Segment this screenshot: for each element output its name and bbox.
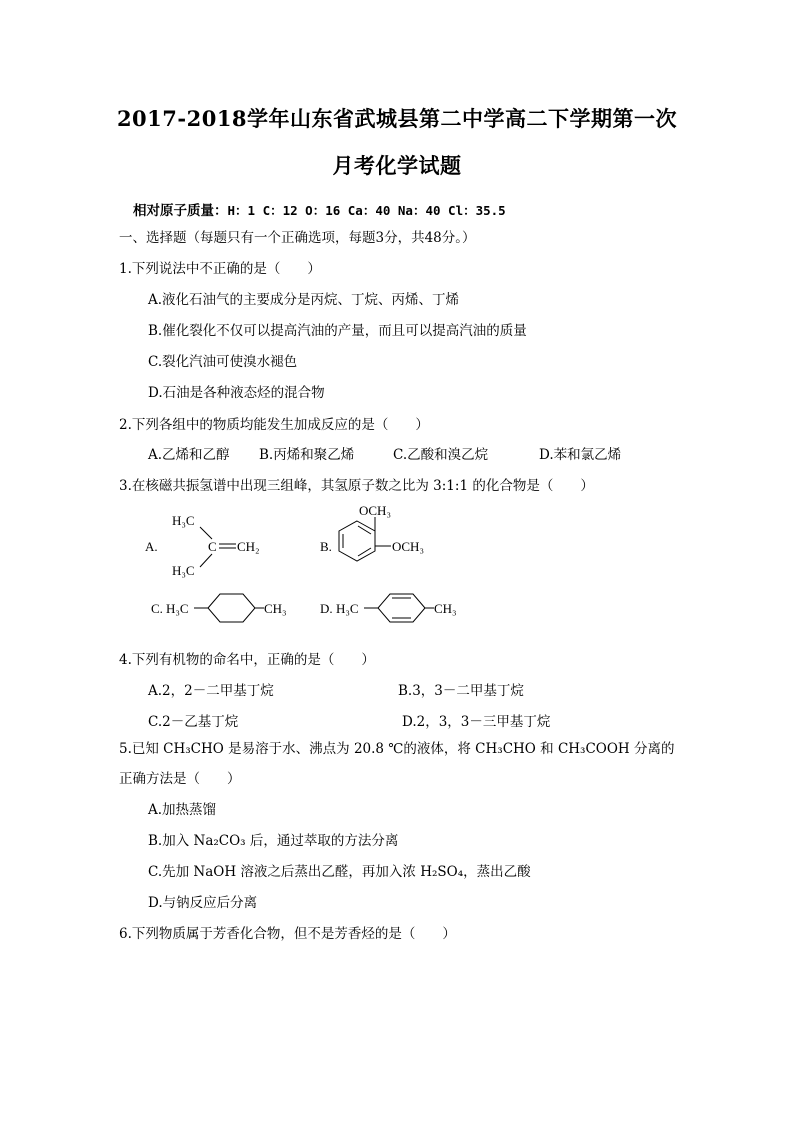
structure-a-h3c-bottom: H₃C [172,563,195,578]
question-2-option-a: A.乙烯和乙醇 [148,447,230,463]
structure-b-och3-top: OCH₃ [359,503,391,518]
question-5-stem-line1: 5.已知 CH₃CHO 是易溶于水、沸点为 20.8 ℃的液体，将 CH₃CHO 和 CH₃COOH 分离的 [119,741,675,757]
question-4-option-b: B.3，3－二甲基丁烷 [398,683,524,699]
structure-b [320,503,424,561]
question-1-option-c: C.裂化汽油可使溴水褪色 [148,354,298,370]
question-4-option-a: A.2，2－二甲基丁烷 [148,683,274,699]
bond-line [200,527,212,539]
structure-c-h3c: H₃C [166,601,189,616]
question-2-stem: 2.下列各组中的物质均能发生加成反应的是（ ） [119,417,429,433]
question-5-option-a: A.加热蒸馏 [148,802,217,818]
atomic-mass-values: H：1 C：12 O：16 Ca：40 Na：40 Cl：35.5 [227,203,506,218]
option-b-label: B. [320,539,332,554]
benzene-ring [339,521,375,561]
atomic-mass-line [133,199,506,219]
structure-a-h3c-top: H₃C [172,513,195,528]
structure-c-ch3: CH₃ [264,601,287,616]
question-5-stem-line2: 正确方法是（ ） [119,771,241,787]
section-heading: 一、选择题（每题只有一个正确选项，每题3分，共48分。） [119,230,476,246]
structure-a-carbon: C [208,539,217,554]
question-1-option-b: B.催化裂化不仅可以提高汽油的产量，而且可以提高汽油的质量 [148,323,527,339]
structure-a [145,513,260,578]
option-d-label: D. [320,601,333,616]
question-4-option-c: C.2－乙基丁烷 [148,714,239,730]
question-1-option-d: D.石油是各种液态烃的混合物 [148,385,325,401]
question-3-structures [0,495,794,630]
structure-b-och3-side: OCH₃ [392,539,424,554]
question-1-stem: 1.下列说法中不正确的是（ ） [119,261,321,277]
question-5-option-d: D.与钠反应后分离 [148,895,258,911]
structure-c [151,594,287,622]
question-1-option-a: A.液化石油气的主要成分是丙烷、丁烷、丙烯、丁烯 [148,292,460,308]
exam-title-line2: 月考化学试题 [332,153,462,178]
cyclohexane-ring [208,594,255,622]
option-a-label: A. [145,539,158,554]
question-2-option-b: B.丙烯和聚乙烯 [259,447,355,463]
question-4-stem: 4.下列有机物的命名中，正确的是（ ） [119,652,375,668]
question-5-option-b: B.加入 Na₂CO₃ 后，通过萃取的方法分离 [148,833,399,849]
question-2-option-c: C.乙酸和溴乙烷 [393,447,489,463]
atomic-mass-label: 相对原子质量： [133,203,228,219]
option-c-label: C. [151,601,163,616]
question-2-option-d: D.苯和氯乙烯 [539,447,622,463]
exam-title-line1: 2017-2018学年山东省武城县第二中学高二下学期第一次 [116,106,678,131]
question-4-option-d: D.2，3，3－三甲基丁烷 [402,714,551,730]
structure-a-ch2: CH₂ [237,539,260,554]
structure-d-h3c: H₃C [336,601,359,616]
bond-line [200,554,212,567]
question-5-option-c: C.先加 NaOH 溶液之后蒸出乙醛，再加入浓 H₂SO₄，蒸出乙酸 [148,864,531,880]
structure-d-ch3: CH₃ [434,601,457,616]
structure-d [320,594,457,622]
question-3-stem: 3.在核磁共振氢谱中出现三组峰，其氢原子数之比为 3:1:1 的化合物是（ ） [119,478,594,494]
question-6-stem: 6.下列物质属于芳香化合物，但不是芳香烃的是（ ） [119,926,456,942]
